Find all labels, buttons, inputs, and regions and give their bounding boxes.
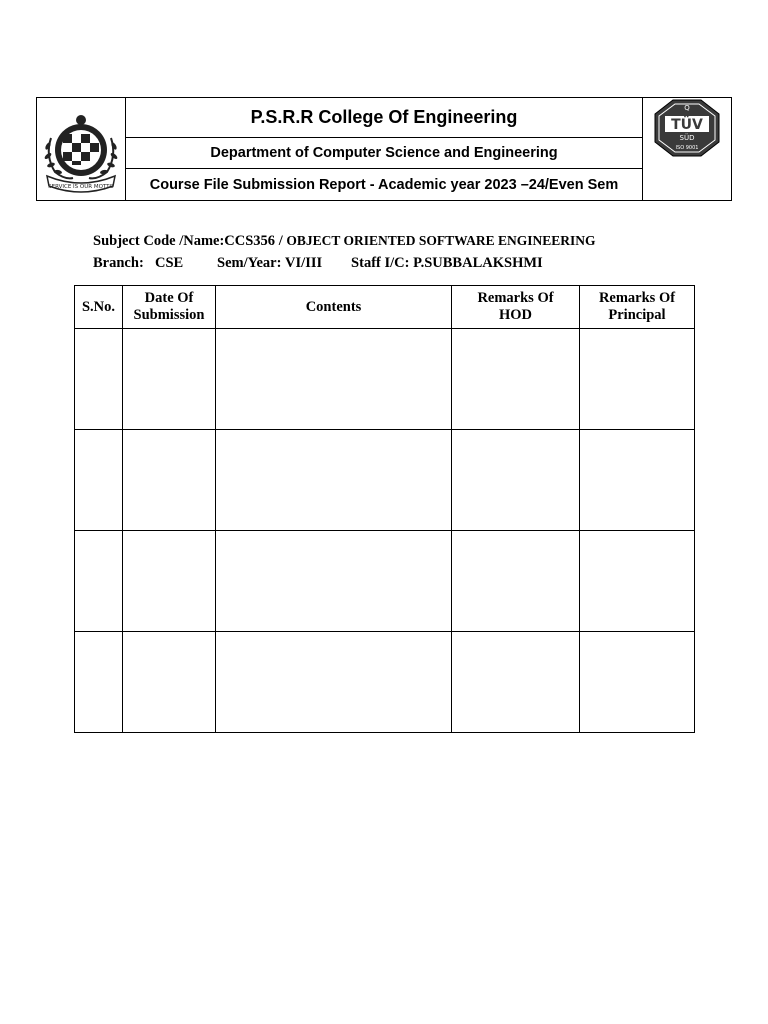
subject-code: CCS356 [224, 233, 276, 249]
cell-sno [75, 632, 123, 733]
subject-name: OBJECT ORIENTED SOFTWARE ENGINEERING [286, 233, 596, 248]
college-emblem-icon [37, 98, 125, 200]
cell-date [123, 430, 216, 531]
cell-date [123, 531, 216, 632]
col-header-principal-remarks: Remarks Of Principal [580, 286, 695, 329]
col-header-contents: Contents [216, 286, 452, 329]
college-name: P.S.R.R College Of Engineering [125, 98, 643, 138]
cert-brand-text: TÜV [671, 117, 703, 133]
cell-hod-remarks [452, 430, 580, 531]
cell-hod-remarks [452, 531, 580, 632]
cell-contents [216, 329, 452, 430]
col-header-date: Date Of Submission [123, 286, 216, 329]
cert-top-text: Q [684, 104, 690, 112]
cell-principal-remarks [580, 531, 695, 632]
subject-separator: / [275, 233, 287, 249]
cell-hod-remarks [452, 329, 580, 430]
cell-principal-remarks [580, 430, 695, 531]
table-row [75, 430, 695, 531]
cell-contents [216, 632, 452, 733]
table-row [75, 531, 695, 632]
cell-sno [75, 430, 123, 531]
subject-line [93, 233, 596, 250]
cell-hod-remarks [452, 632, 580, 733]
cell-contents [216, 430, 452, 531]
department-name: Department of Computer Science and Engineering [125, 138, 643, 169]
branch-line [93, 255, 543, 272]
document-header [36, 97, 732, 201]
branch-label: Branch [93, 255, 139, 271]
table-header-row [75, 286, 695, 329]
cell-sno [75, 329, 123, 430]
col-header-sno: S.No. [75, 286, 123, 329]
sem-value: VI/III [285, 255, 323, 271]
staff-value: P.SUBBALAKSHMI [413, 255, 543, 271]
sem-label: Sem/Year: [217, 255, 286, 271]
branch-colon: : [139, 255, 144, 271]
cell-date [123, 632, 216, 733]
report-title: Course File Submission Report - Academic year 2023 –24/Even Sem [149, 176, 619, 193]
cell-principal-remarks [580, 632, 695, 733]
cert-sub-text: SÜD [679, 134, 695, 142]
col-header-hod-remarks: Remarks Of HOD [452, 286, 580, 329]
submission-table [74, 285, 695, 733]
table-row [75, 329, 695, 430]
cell-sno [75, 531, 123, 632]
college-logo-cell [37, 98, 126, 200]
staff-label: Staff I/C: [351, 255, 414, 271]
certification-cell [642, 98, 731, 200]
cert-iso-text: ISO 9001 [675, 145, 699, 151]
subject-label: Subject Code /Name: [93, 233, 225, 249]
cell-principal-remarks [580, 329, 695, 430]
cell-contents [216, 531, 452, 632]
cell-date [123, 329, 216, 430]
logo-motto: SERVICE IS OUR MOTTO [48, 184, 114, 190]
table-row [75, 632, 695, 733]
tuv-certification-icon [643, 98, 731, 200]
branch-value: CSE [155, 255, 184, 271]
